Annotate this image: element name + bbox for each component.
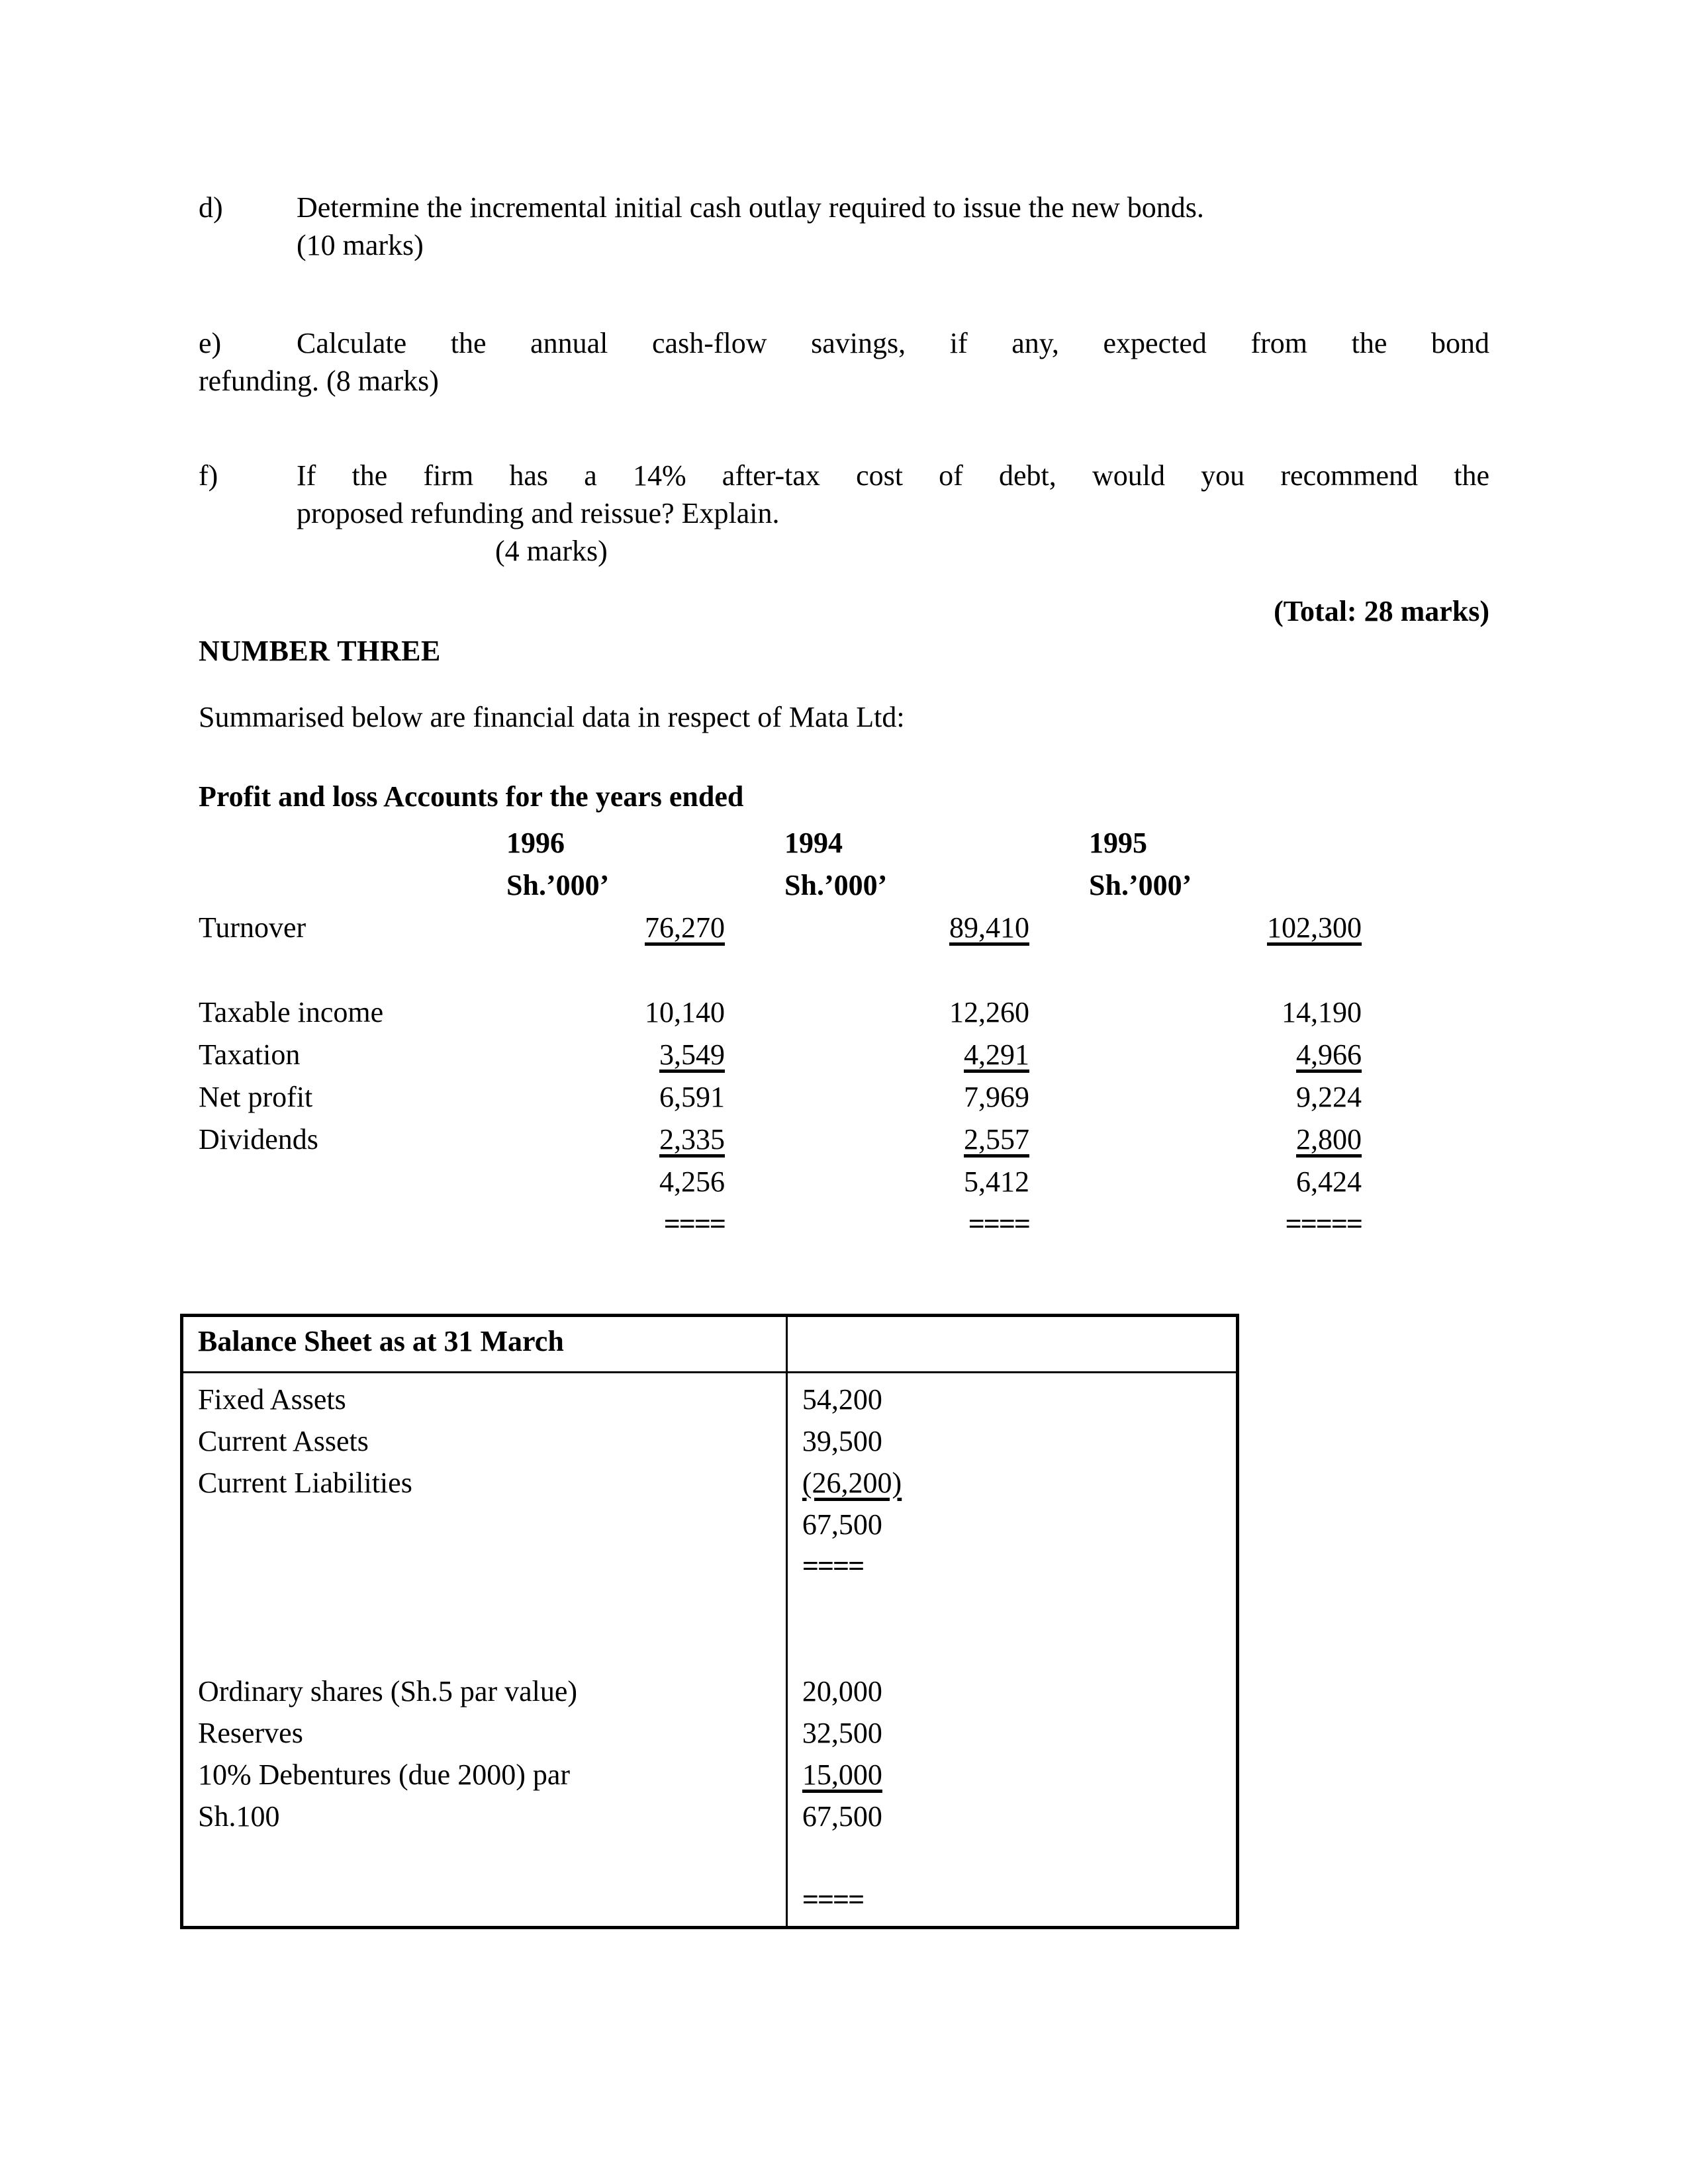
- pl-row-label: Turnover: [199, 911, 306, 944]
- bs-row-label: Reserves: [198, 1717, 303, 1749]
- question-marks-f: (4 marks): [495, 535, 608, 568]
- pl-cell-value: 6,591: [659, 1081, 725, 1114]
- pl-unit-header-2: Sh.’000’: [784, 869, 888, 902]
- question-text-e: Calculate the annual cash-flow savings, if any, expected from the bond: [297, 327, 1489, 359]
- bs-row-value: (26,200): [802, 1467, 902, 1499]
- pl-cell-value: 2,557: [964, 1123, 1029, 1156]
- pl-row-label: Taxation: [199, 1038, 301, 1071]
- pl-row-label: Dividends: [199, 1123, 318, 1156]
- pl-rule-mark: ====: [663, 1208, 725, 1241]
- pl-cell-value: 4,291: [964, 1038, 1029, 1071]
- pl-year-header-2: 1994: [784, 827, 843, 860]
- pl-cell-value: 5,412: [964, 1165, 1029, 1199]
- question-continuation-f: proposed refunding and reissue? Explain.: [297, 497, 780, 530]
- balance-sheet-heading: Balance Sheet as at 31 March: [182, 1316, 787, 1373]
- section-intro: Summarised below are financial data in respect of Mata Ltd:: [199, 701, 905, 733]
- pl-cell-value: 76,270: [645, 911, 725, 944]
- question-label-d: d): [199, 191, 223, 224]
- bs-row-value: 67,500: [802, 1508, 882, 1541]
- pl-cell-value: 14,190: [1282, 996, 1362, 1029]
- profit-and-loss-table: [199, 822, 1496, 1246]
- bs-row-label: Ordinary shares (Sh.5 par value): [198, 1675, 578, 1707]
- bs-row-value: 54,200: [802, 1383, 882, 1416]
- bs-row-value: 39,500: [802, 1425, 882, 1457]
- pl-rule-label: [199, 1203, 506, 1246]
- bs-row-label: Current Liabilities: [198, 1467, 412, 1499]
- bs-row-label: Current Assets: [198, 1425, 369, 1457]
- balance-sheet-labels-cell: [182, 1373, 787, 1928]
- pl-row-label: Taxable income: [199, 996, 384, 1029]
- pl-row-label: [199, 1161, 506, 1203]
- balance-sheet-table: [180, 1314, 1239, 1929]
- pl-corner-cell-2: [199, 864, 506, 907]
- question-text-d: Determine the incremental initial cash outlay required to issue the new bonds.: [297, 191, 1204, 224]
- pl-cell-value: 102,300: [1267, 911, 1362, 944]
- balance-sheet-body-row: [182, 1373, 1238, 1928]
- pl-cell-value: 2,335: [659, 1123, 725, 1156]
- question-label-f: f): [199, 459, 218, 492]
- question-label-e: e): [199, 327, 222, 359]
- total-marks: (Total: 28 marks): [1274, 595, 1489, 627]
- bs-row-label: Fixed Assets: [198, 1383, 346, 1416]
- pl-cell-value: 3,549: [659, 1038, 725, 1071]
- pl-cell-value: 4,256: [659, 1165, 725, 1199]
- bs-rule-mark: ====: [802, 1550, 864, 1582]
- pl-cell-value: 10,140: [645, 996, 725, 1029]
- bs-row-value: 67,500: [802, 1800, 882, 1833]
- question-text-f: If the firm has a 14% after-tax cost of debt, would you recommend the: [297, 459, 1489, 492]
- balance-sheet-header-blank: [786, 1316, 1237, 1373]
- pl-corner-cell: [199, 822, 506, 864]
- section-heading: NUMBER THREE: [199, 635, 441, 667]
- pl-year-header-1: 1996: [506, 827, 565, 860]
- bs-row-value: 32,500: [802, 1717, 882, 1749]
- pl-cell-value: 2,800: [1296, 1123, 1362, 1156]
- question-item-e: [199, 324, 1489, 400]
- question-item-d: [199, 189, 1489, 264]
- pl-rule-mark: ====: [968, 1208, 1029, 1241]
- pl-unit-header-1: Sh.’000’: [506, 869, 610, 902]
- pl-row-label: Net profit: [199, 1081, 313, 1114]
- profit-and-loss-title: Profit and loss Accounts for the years ended: [199, 780, 744, 813]
- bs-row-label: Sh.100: [198, 1800, 280, 1833]
- question-marks-d: (10 marks): [297, 229, 424, 262]
- bs-row-label: 10% Debentures (due 2000) par: [198, 1758, 571, 1791]
- bs-row-value: 20,000: [802, 1675, 882, 1707]
- pl-cell-value: 89,410: [949, 911, 1029, 944]
- bs-rule-mark: ====: [802, 1884, 864, 1916]
- pl-cell-value: 4,966: [1296, 1038, 1362, 1071]
- pl-year-header-3: 1995: [1089, 827, 1147, 860]
- balance-sheet-header-row: [182, 1316, 1238, 1373]
- pl-spacer-row: [199, 949, 506, 991]
- bs-row-value: 15,000: [802, 1758, 882, 1791]
- question-item-f: [199, 457, 1489, 570]
- balance-sheet-values-cell: [786, 1373, 1237, 1928]
- pl-unit-header-3: Sh.’000’: [1089, 869, 1192, 902]
- pl-cell-value: 6,424: [1296, 1165, 1362, 1199]
- pl-cell-value: 7,969: [964, 1081, 1029, 1114]
- pl-rule-mark: =====: [1285, 1208, 1362, 1241]
- question-continuation-e: refunding. (8 marks): [199, 365, 439, 398]
- pl-cell-value: 12,260: [949, 996, 1029, 1029]
- profit-and-loss-section: [199, 778, 1496, 1246]
- pl-cell-value: 9,224: [1296, 1081, 1362, 1114]
